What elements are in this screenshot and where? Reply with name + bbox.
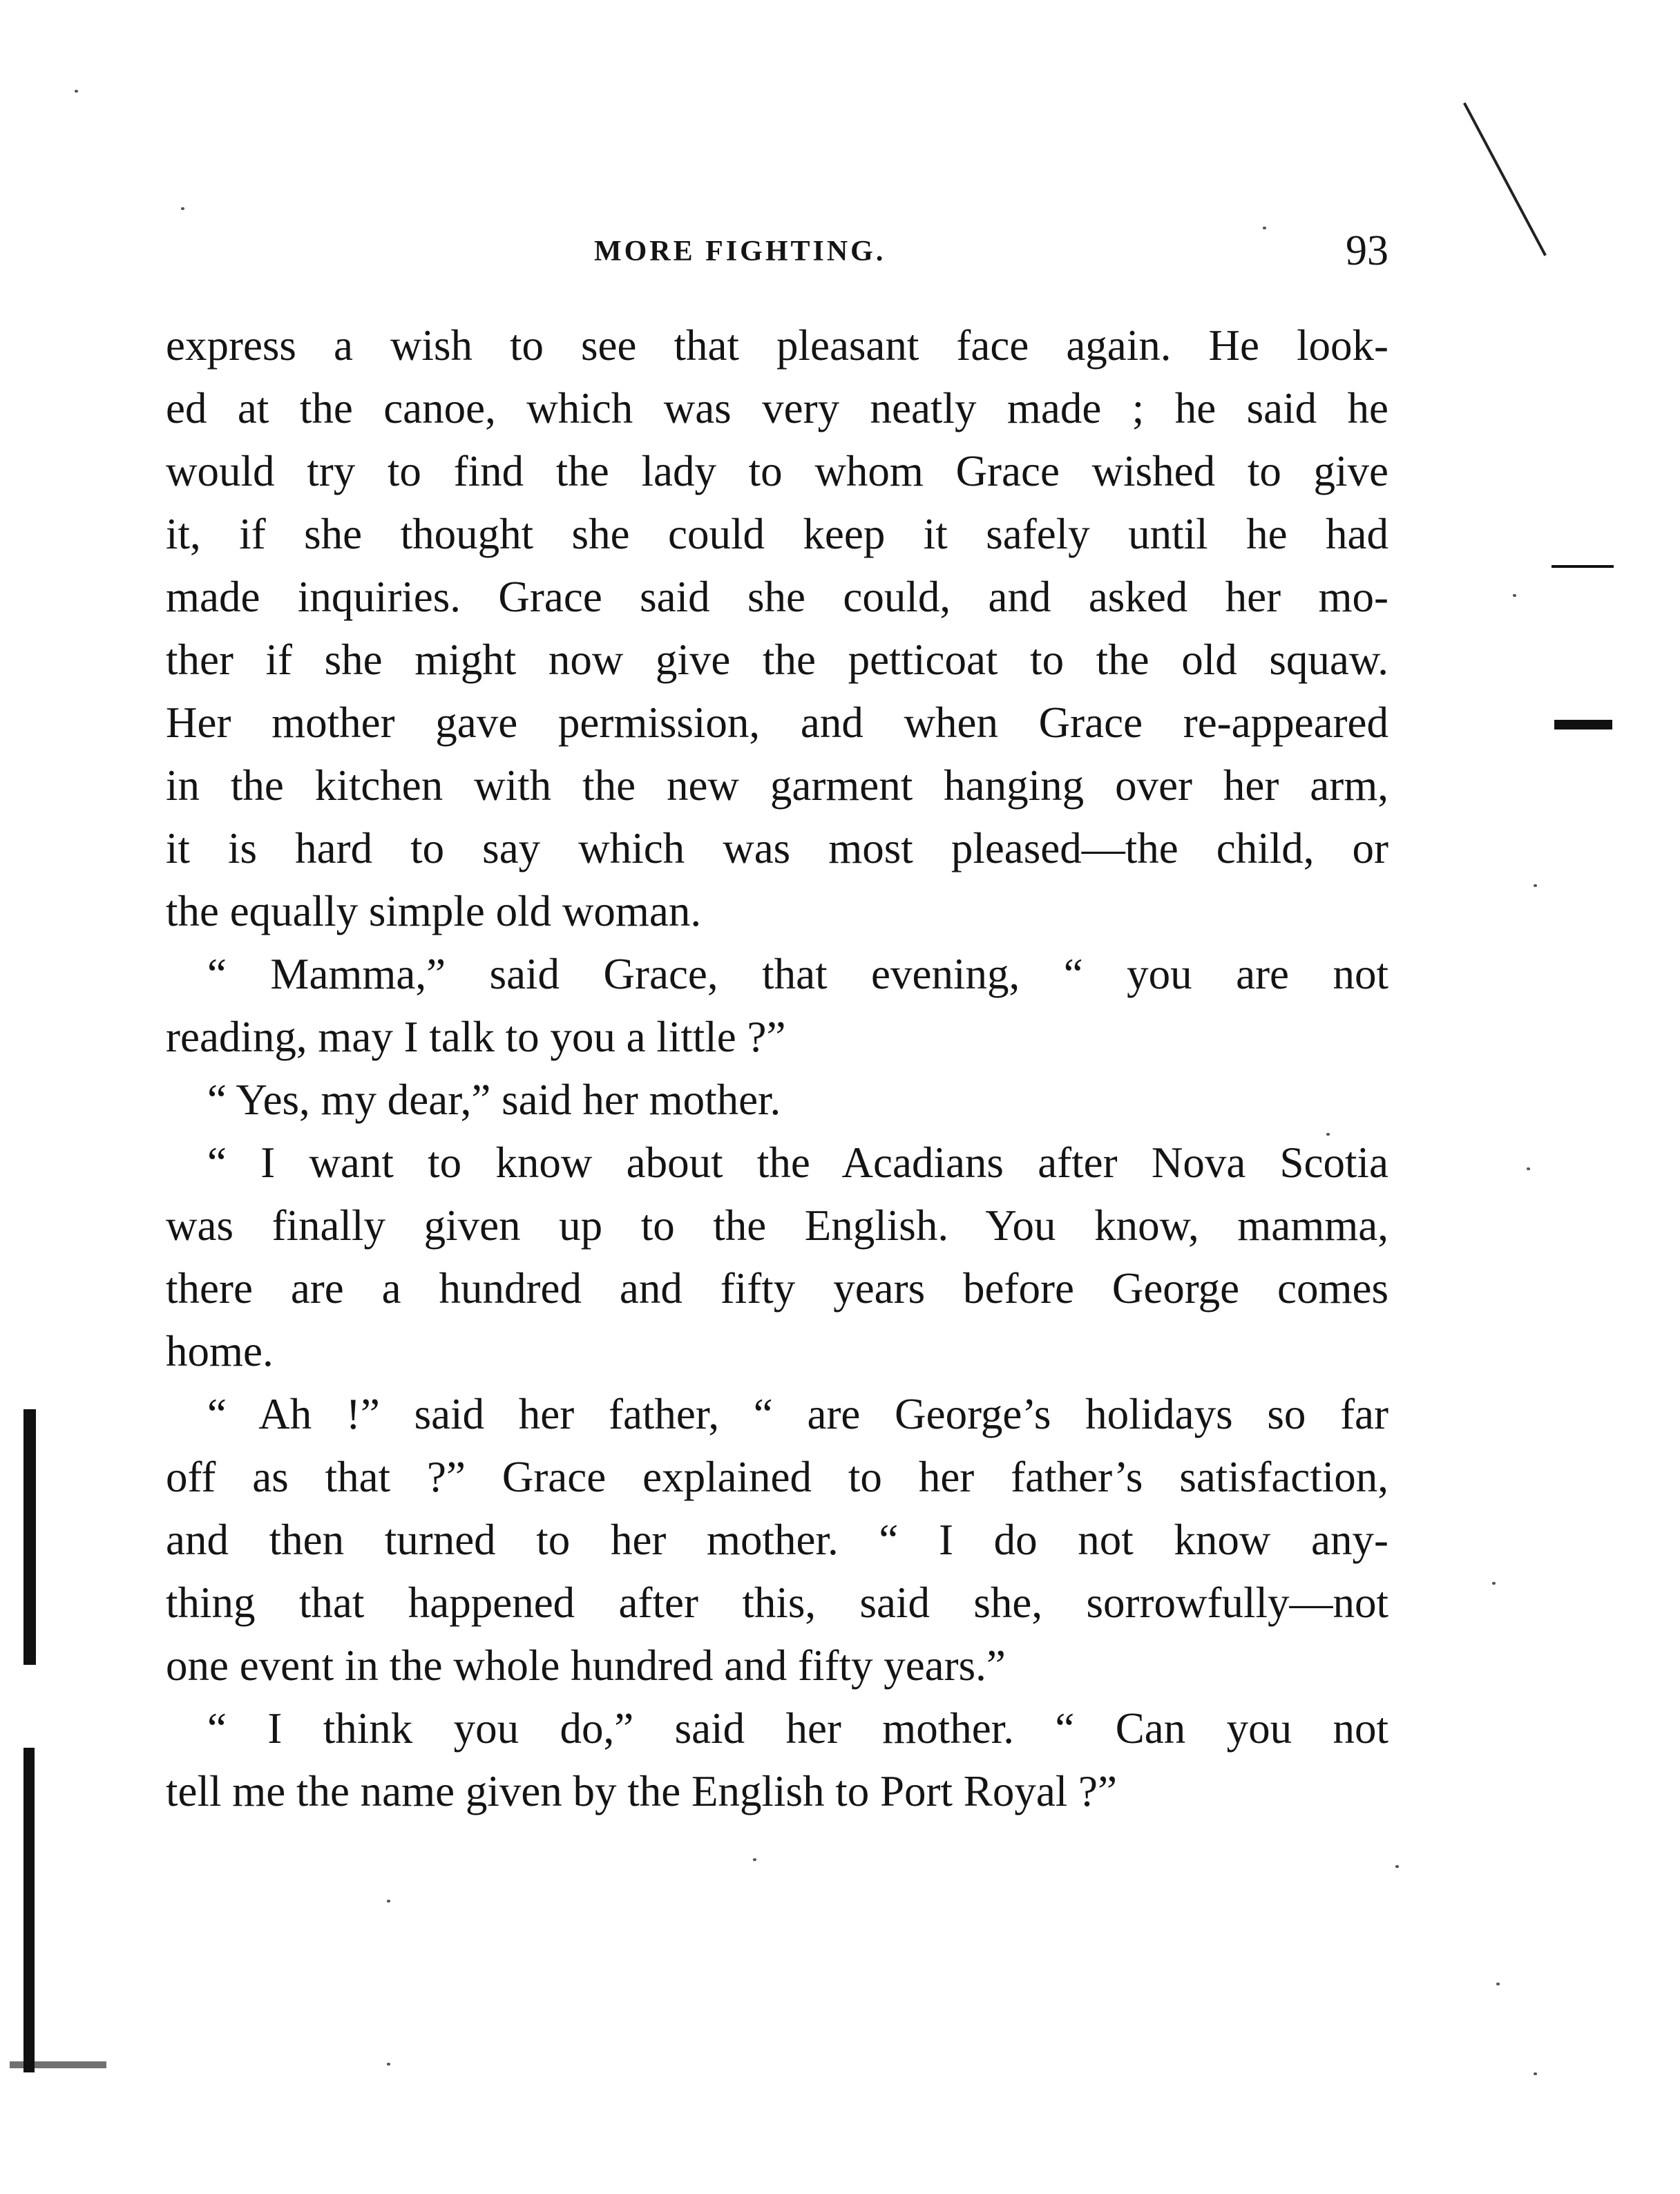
- text-line: “ I want to know about the Acadians after Nova Scotia: [207, 1138, 1388, 1187]
- text-line: made inquiries. Grace said she could, and asked her mo-: [166, 573, 1388, 621]
- scan-speck: [1263, 227, 1266, 229]
- text-line: home.: [166, 1327, 274, 1375]
- text-line: was finally given up to the English. You know, mamma,: [166, 1201, 1388, 1250]
- scan-stroke-diagonal: [1463, 102, 1547, 256]
- text-line: would try to find the lady to whom Grace wished to give: [166, 447, 1388, 495]
- scan-speck: [387, 2063, 390, 2066]
- text-line: ed at the canoe, which was very neatly made ; he said he: [166, 384, 1388, 432]
- scan-speck: [1513, 594, 1516, 597]
- scan-bar-left-upper: [23, 1409, 36, 1665]
- text-line: reading, may I talk to you a little ?”: [166, 1013, 786, 1061]
- scan-speck: [1534, 2072, 1537, 2075]
- text-line: tell me the name given by the English to Port Royal ?”: [166, 1767, 1117, 1815]
- text-line: “ Mamma,” said Grace, that evening, “ you are not: [207, 950, 1388, 998]
- text-line: there are a hundred and fifty years before George comes: [166, 1264, 1388, 1313]
- scan-speck: [1534, 884, 1537, 887]
- text-line: and then turned to her mother. “ I do not know any-: [166, 1516, 1388, 1564]
- text-line: Her mother gave permission, and when Grace re-appeared: [166, 698, 1388, 747]
- scan-speck: [1492, 1582, 1496, 1585]
- running-head: MORE FIGHTING.: [594, 236, 886, 267]
- scan-speck: [1326, 1133, 1330, 1136]
- text-line: one event in the whole hundred and fifty years.”: [166, 1641, 1006, 1690]
- text-line: in the kitchen with the new garment hanging over her arm,: [166, 761, 1388, 810]
- page-header: [166, 227, 1388, 282]
- scan-dash-right: [1552, 565, 1614, 568]
- page-number: 93: [1346, 227, 1388, 274]
- scan-speck: [1395, 1865, 1399, 1868]
- scan-speck: [753, 1858, 756, 1861]
- text-line: it is hard to say which was most pleased—the child, or: [166, 824, 1388, 872]
- scan-speck: [387, 1900, 390, 1902]
- scan-smudge-bottom-left: [10, 2061, 106, 2068]
- text-line: “ I think you do,” said her mother. “ Can you not: [207, 1704, 1388, 1753]
- scan-speck: [75, 90, 78, 93]
- text-line: off as that ?” Grace explained to her father’s satisfaction,: [166, 1453, 1388, 1501]
- text-line: express a wish to see that pleasant face again. He look-: [166, 321, 1388, 370]
- text-line: thing that happened after this, said she, sorrowfully—not: [166, 1578, 1388, 1627]
- text-line: ther if she might now give the petticoat to the old squaw.: [166, 636, 1388, 684]
- scan-speck: [1527, 1167, 1530, 1170]
- body-text: [166, 314, 1388, 1823]
- scan-bar-left-lower: [23, 1748, 35, 2072]
- text-line: the equally simple old woman.: [166, 887, 702, 935]
- text-line: “ Yes, my dear,” said her mother.: [207, 1076, 781, 1124]
- scan-speck: [1496, 1983, 1500, 1985]
- scan-speck: [181, 207, 184, 210]
- text-line: it, if she thought she could keep it safely until he had: [166, 510, 1388, 558]
- text-line: “ Ah !” said her father, “ are George’s holidays so far: [207, 1390, 1388, 1438]
- scan-blot-right: [1554, 720, 1612, 729]
